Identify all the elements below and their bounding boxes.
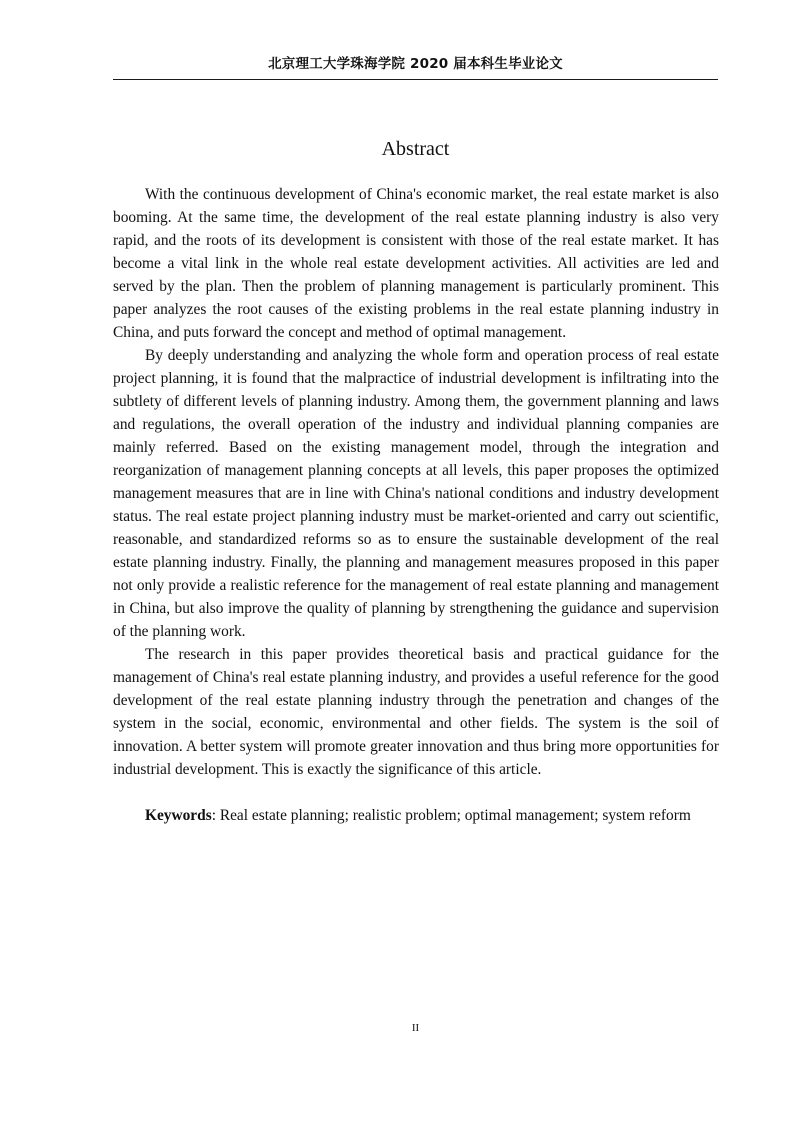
abstract-body (113, 183, 719, 781)
keywords-separator: : (211, 807, 220, 824)
keywords-line (145, 804, 719, 827)
keywords-label: Keywords (145, 807, 212, 824)
abstract-paragraph: By deeply understanding and analyzing the whole form and operation process of real estate project planning, it is found that the malpractice of industrial development is infiltrating into the subtlety of different levels of planning industry. Among them, the government planning and laws and regulations, the overall operation of the industry and individual planning companies are mainly referred. Based on the existing management model, through the integration and reorganization of management planning concepts at all levels, this paper proposes the optimized management measures that are in line with China's national conditions and industry development status. The real estate project planning industry must be market-oriented and carry out scientific, reasonable, and standardized reforms so as to ensure the sustainable development of the real estate planning industry. Finally, the planning and management measures proposed in this paper not only provide a realistic reference for the management of real estate planning and management in China, but also improve the quality of planning by strengthening the guidance and supervision of the planning work. (113, 347, 719, 640)
abstract-paragraph: The research in this paper provides theoretical basis and practical guidance for the management of China's real estate planning industry, and provides a useful reference for the good development of the real estate planning industry through the penetration and changes of the system in the social, economic, environmental and other fields. The system is the soil of innovation. A better system will promote greater innovation and thus bring more opportunities for industrial development. This is exactly the significance of this article. (113, 646, 719, 778)
page-header: 北京理工大学珠海学院 2020 届本科生毕业论文 (268, 56, 563, 72)
header-divider (113, 79, 718, 80)
keywords-value: Real estate planning; realistic problem; optimal management; system reform (219, 807, 691, 824)
page-number: II (411, 1022, 420, 1034)
abstract-title: Abstract (381, 138, 450, 160)
abstract-paragraph: With the continuous development of China's economic market, the real estate market is also booming. At the same time, the development of the real estate planning industry is also very rapid, and the roots of its development is consistent with those of the real estate market. It has become a vital link in the whole real estate development activities. All activities are led and served by the plan. Then the problem of planning management is particularly prominent. This paper analyzes the root causes of the existing problems in the real estate planning industry in China, and puts forward the concept and method of optimal management. (113, 186, 719, 341)
